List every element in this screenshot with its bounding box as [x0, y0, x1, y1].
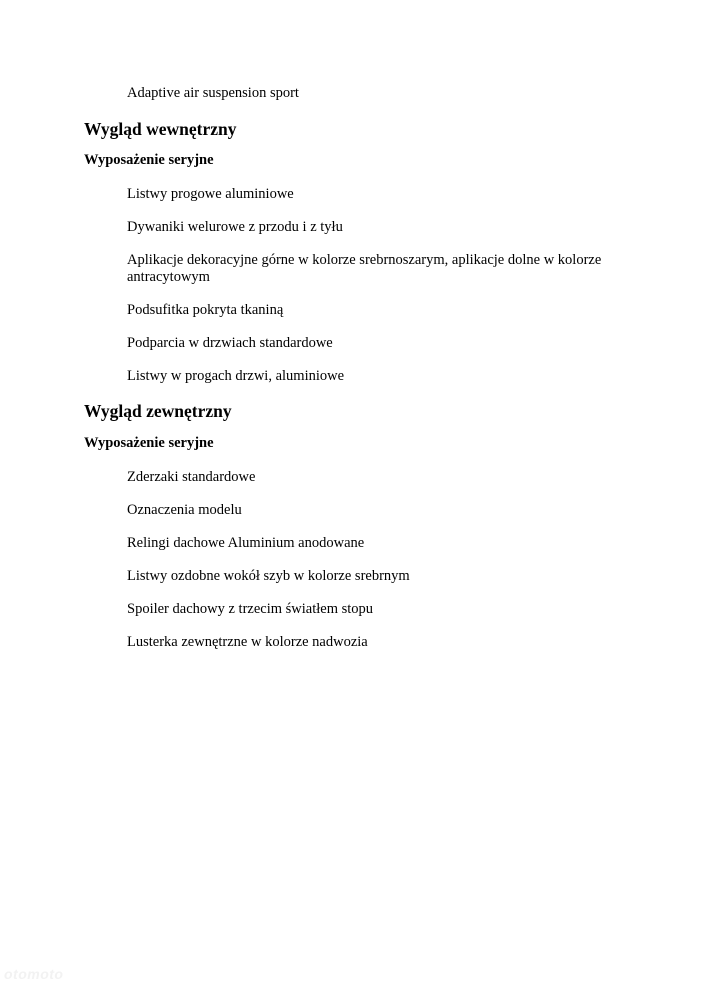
list-item: Podsufitka pokryta tkaniną [127, 302, 284, 318]
section-subheading: Wyposażenie seryjne [84, 435, 214, 451]
list-item: Listwy w progach drzwi, aluminiowe [127, 368, 345, 384]
list-item: Aplikacje dekoracyjne górne w kolorze srebrnoszarym, aplikacje dolne w kolorze antracytowym [127, 252, 602, 285]
section-subheading: Wyposażenie seryjne [84, 152, 214, 168]
list-item: Adaptive air suspension sport [127, 85, 299, 101]
list-item: Spoiler dachowy z trzecim światłem stopu [127, 601, 374, 617]
list-item: Lusterka zewnętrzne w kolorze nadwozia [127, 634, 368, 650]
list-item: Relingi dachowe Aluminium anodowane [127, 535, 365, 551]
section-heading: Wygląd zewnętrzny [84, 401, 232, 421]
section-heading: Wygląd wewnętrzny [84, 119, 237, 139]
list-item: Dywaniki welurowe z przodu i z tyłu [127, 219, 343, 235]
list-item: Zderzaki standardowe [127, 469, 256, 485]
watermark-logo: otomoto [4, 966, 64, 982]
list-item: Podparcia w drzwiach standardowe [127, 335, 333, 351]
list-item: Oznaczenia modelu [127, 502, 242, 518]
list-item: Listwy ozdobne wokół szyb w kolorze srebrnym [127, 568, 410, 584]
list-item: Listwy progowe aluminiowe [127, 186, 294, 202]
